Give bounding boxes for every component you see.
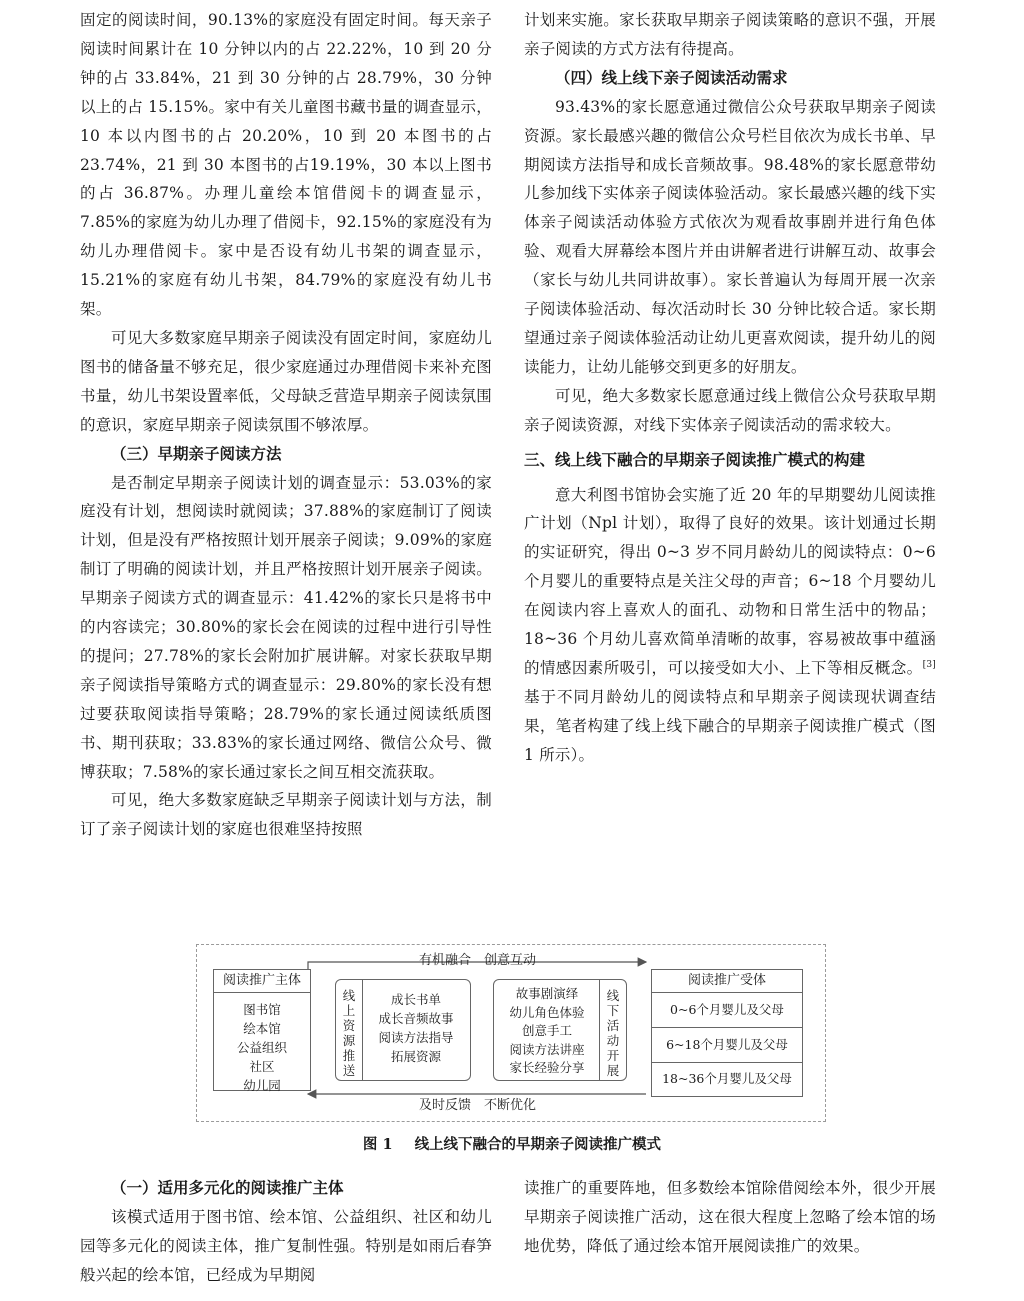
paragraph: 读推广的重要阵地，但多数绘本馆除借阅绘本外，很少开展早期亲子阅读推广活动，这在很大程度上忽略了绘本馆的场地优势，降低了通过绘本馆开展阅读推广的效果。 [524,1179,936,1255]
subject-item: 社区 [249,1059,275,1074]
offline-list [494,985,600,1078]
section-heading: （三）早期亲子阅读方法 [111,443,282,463]
online-item: 拓展资源 [390,1049,441,1064]
offline-activities-box [493,979,627,1081]
bottom-right-column [524,1174,936,1261]
offline-item: 家长经验分享 [509,1060,585,1075]
offline-item: 创意手工 [521,1023,572,1038]
offline-label: 线下活动开展 [606,988,620,1078]
recipient-item: 6~18个月婴儿及父母 [652,1027,802,1063]
paragraph [524,481,936,770]
paragraph: 可见大多数家庭早期亲子阅读没有固定时间，家庭幼儿图书的储备量不够充足，很少家庭通过办理借阅卡来补充图书量，幼儿书架设置率低，父母缺乏营造早期亲子阅读氛围的意识，家庭早期亲子阅读氛围不够浓厚。 [80,328,492,434]
figure-number: 图 1 [362,1136,393,1153]
offline-item: 阅读方法讲座 [509,1041,585,1057]
figure-caption [0,1135,1024,1155]
paragraph: 可见，绝大多数家庭缺乏早期亲子阅读计划与方法，制订了亲子阅读计划的家庭也很难坚持按照 [80,791,492,839]
online-list [362,990,470,1066]
subject-item: 幼儿园 [243,1078,281,1093]
chapter-heading: 三、线上线下融合的早期亲子阅读推广模式的构建 [524,449,866,469]
paragraph: 计划来实施。家长获取早期亲子阅读策略的意识不强，开展亲子阅读的方式方法有待提高。 [524,11,936,58]
bottom-arrow-label: 及时反馈 不断优化 [419,1098,537,1113]
top-arrow-label: 有机融合 创意互动 [419,953,537,968]
subject-item: 公益组织 [236,1040,287,1055]
bottom-left-column [80,1174,492,1290]
recipient-box-title: 阅读推广受体 [652,970,802,993]
online-item: 成长音频故事 [378,1011,454,1026]
section-heading: （四）线上线下亲子阅读活动需求 [555,67,788,87]
paragraph: 93.43%的家长愿意通过微信公众号获取早期亲子阅读资源。家长最感兴趣的微信公众号栏目依次为成长书单、早期阅读方法指导和成长音频故事。98.48%的家长愿意带幼儿参加线下实体亲子阅读体验活动。家长最感兴趣的线下实体亲子阅读活动体验方式依次为观看故事剧并进行角色体验、观看大屏幕绘本图片并由讲解者进行讲解互动、故事会（家长与幼儿共同讲故事）。家长普遍认为每周开展一次亲子阅读体验活动、每次活动时长 30 分钟比较合适。家长期望通过亲子阅读体验活动让幼儿更喜欢阅读，提升幼儿的阅读能力，让幼儿能够交到更多的好朋友。 [524,97,936,376]
paragraph: 固定的阅读时间，90.13%的家庭没有固定时间。每天亲子阅读时间累计在 10 分钟以内的占 22.22%，10 到 20 分钟的占 33.84%，21 到 30 分钟的占 28.79%，30 分钟以上的占 15.15%。家中有关儿童图书藏书量的调查显示，10 本以内图书的占 20.20%，10 到 20 本图书的占 23.74%，21 到 30 本图书的占19.19%，30 本以上图书的占 36.87%。办理儿童绘本馆借阅卡的调查显示，7.85%的家庭为幼儿办理了借阅卡，92.15%的家庭没有为幼儿办理借阅卡。家中是否设有幼儿书架的调查显示，15.21%的家庭有幼儿书架，84.79%的家庭没有幼儿书架。 [80,11,492,319]
paragraph: 该模式适用于图书馆、绘本馆、公益组织、社区和幼儿园等多元化的阅读主体，推广复制性强。特别是如雨后春笋般兴起的绘本馆，已经成为早期阅 [80,1207,492,1284]
recipient-item: 18~36个月婴儿及父母 [662,1071,792,1086]
paragraph-text: 意大利图书馆协会实施了近 20 年的早期婴幼儿阅读推广计划（Npl 计划），取得了良好的效果。该计划通过长期的实证研究，得出 0~3 岁不同月龄幼儿的阅读特点：0~6 个月婴儿的重要特点是关注父母的声音；6~18 个月婴幼儿在阅读内容上喜欢人的面孔、动物和日常生活中的物品；18~36 个月幼儿喜欢简单清晰的故事，容易被故事中蕴涵的情感因素所吸引，可以接受如大小、上下等相反概念。 [524,485,936,677]
online-item: 阅读方法指导 [378,1030,454,1045]
subject-item: 绘本馆 [243,1021,281,1036]
paragraph: 是否制定早期亲子阅读计划的调查显示：53.03%的家庭没有计划，想阅读时就阅读；37.88%的家庭制订了阅读计划，但是没有严格按照计划开展亲子阅读；9.09%的家庭制订了明确的阅读计划，并且严格按照计划开展亲子阅读。早期亲子阅读方式的调查显示：41.42%的家长只是将书中的内容读完；30.80%的家长会在阅读的过程中进行引导性的提问；27.78%的家长会附加扩展讲解。对家长获取早期亲子阅读指导策略方式的调查显示：29.80%的家长没有想过要获取阅读指导策略；28.79%的家长通过阅读纸质图书、期刊获取；33.83%的家长通过网络、微信公众号、微博获取；7.58%的家长通过家长之间互相交流获取。 [80,473,492,781]
online-resources-box [335,979,471,1081]
recipient-item: 0~6个月婴儿及父母 [652,992,802,1028]
section-heading: （一）适用多元化的阅读推广主体 [111,1178,344,1197]
online-item: 成长书单 [390,992,441,1007]
figure-diagram [196,944,826,1122]
recipient-box [651,969,803,1097]
left-column [80,6,492,844]
subject-list [214,1000,310,1095]
subject-box-title: 阅读推广主体 [214,970,310,993]
offline-item: 故事剧演绎 [515,986,579,1001]
citation-ref: [3] [922,659,936,670]
figure-title: 线上线下融合的早期亲子阅读推广模式 [414,1136,662,1153]
paragraph: 可见，绝大多数家长愿意通过线上微信公众号获取早期亲子阅读资源，对线下实体亲子阅读活动的需求较大。 [524,386,936,434]
paragraph-text: 基于不同月龄幼儿的阅读特点和早期亲子阅读现状调查结果，笔者构建了线上线下融合的早期亲子阅读推广模式（图 1 所示）。 [524,687,936,764]
subject-box [213,969,311,1091]
right-column [524,6,936,770]
online-label: 线上资源推送 [342,988,356,1078]
offline-item: 幼儿角色体验 [509,1004,585,1020]
subject-item: 图书馆 [243,1002,281,1017]
